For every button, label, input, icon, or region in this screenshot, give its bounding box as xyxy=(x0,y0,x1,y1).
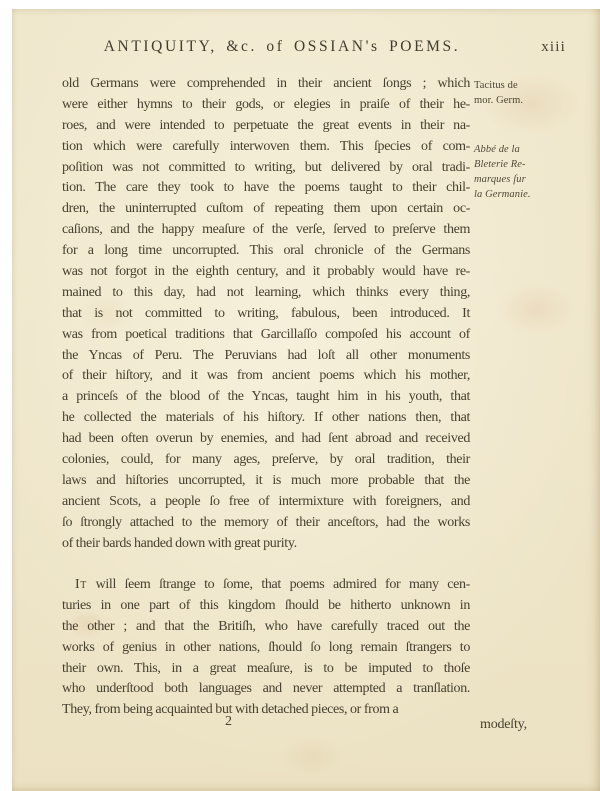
margin-note-line: Bleterie Re- xyxy=(474,159,526,170)
text-line: had been often overun by enemies, and had ſent abroad and received xyxy=(62,431,470,447)
margin-note-line: la Germanie. xyxy=(474,189,531,200)
text-line: old Germans were comprehended in their ancient ſongs ; which xyxy=(62,76,470,91)
text-line: mained to this day, had not learning, which thinks every thing, xyxy=(62,284,470,300)
text-line: caſions, and the happy meaſure of the verſe, ſerved to preſerve them xyxy=(62,222,470,238)
text-line: dren, the uninterrupted cuſtom of repeating them upon certain oc- xyxy=(62,201,470,217)
text-line: roes, and were intended to perpetuate the great events in their na- xyxy=(62,117,470,133)
page-number: xiii xyxy=(541,39,566,55)
text-body xyxy=(62,74,585,732)
text-line: poſition was not committed to writing, but delivered by oral tradi- xyxy=(62,159,470,175)
text-line: laws and hiſtories uncorrupted, it is much more probable that the xyxy=(62,472,470,488)
text-line: works of genius in other nations, ſhould ſo long remain ſtrangers to xyxy=(62,639,470,655)
paper-page xyxy=(12,9,600,791)
text-line: he collected the materials of his hiſtory. If other nations then, that xyxy=(62,410,470,426)
margin-note-line: Abbé de la xyxy=(474,144,520,155)
text-line: tion. The care they took to have the poems taught to their chil- xyxy=(62,180,470,196)
text-line: turies in one part of this kingdom ſhould be hitherto unknown in xyxy=(62,597,470,613)
text-line: colonies, could, for many ages, preſerve, by oral tradition, their xyxy=(62,452,470,468)
text-line-rest: will ſeem ſtrange to ſome, that poems admired for many cen- xyxy=(86,576,470,592)
small-caps-lead: It xyxy=(75,576,87,592)
signature-mark: 2 xyxy=(225,714,232,729)
page-content xyxy=(62,38,585,732)
text-line: the Yncas of Peru. The Peruvians had loſt all other monuments xyxy=(62,347,470,363)
text-line: They, from being acquainted but with detached pieces, or from a xyxy=(62,702,399,718)
text-line: their own. This, in a great meaſure, is to be imputed to thoſe xyxy=(62,660,470,676)
text-line: were either hymns to their gods, or elegies in praiſe of their he- xyxy=(62,96,470,112)
page-title: ANTIQUITY, &c. of OSSIAN's POEMS. xyxy=(103,38,461,55)
page-footer xyxy=(62,714,585,736)
text-line xyxy=(62,575,470,596)
text-line: of their bards handed down with great purity. xyxy=(62,535,297,551)
text-line: was from poetical traditions that Garcillaſſo compoſed his account of xyxy=(62,326,470,342)
catchword: modeſty, xyxy=(480,717,527,732)
text-line: a princeſs of the blood of the Yncas, taught him in his youth, that xyxy=(62,389,470,405)
running-head xyxy=(62,38,585,60)
margin-note-bleterie xyxy=(474,142,584,202)
text-line: was not forgot in the eighth century, and it probably would have re- xyxy=(62,264,470,280)
text-column xyxy=(62,74,470,721)
margin-note-line: marques ſur xyxy=(474,174,526,185)
text-line: ſo ſtrongly attached to the memory of their anceſtors, had the works xyxy=(62,514,470,530)
text-line: for a long time uncorrupted. This oral chronicle of the Germans xyxy=(62,243,470,259)
text-line: ancient Scots, a people ſo free of intermixture with foreigners, and xyxy=(62,493,470,509)
second-paragraph xyxy=(62,575,470,721)
margin-note-line: mor. Germ. xyxy=(474,95,524,106)
margin-note-line: Tacitus de xyxy=(474,80,518,91)
text-line: who underſtood both languages and never attempted a tranſlation. xyxy=(62,681,470,697)
text-line: of their hiſtory, and it was from ancient poems which his mother, xyxy=(62,368,470,384)
margin-note-tacitus xyxy=(474,78,584,108)
text-line: tion which were carefully interwoven them. This ſpecies of com- xyxy=(62,138,470,154)
text-line: the other ; and that the Britiſh, who have carefully traced out the xyxy=(62,618,470,634)
text-line: that is not committed to writing, fabulous, been introduced. It xyxy=(62,305,470,321)
